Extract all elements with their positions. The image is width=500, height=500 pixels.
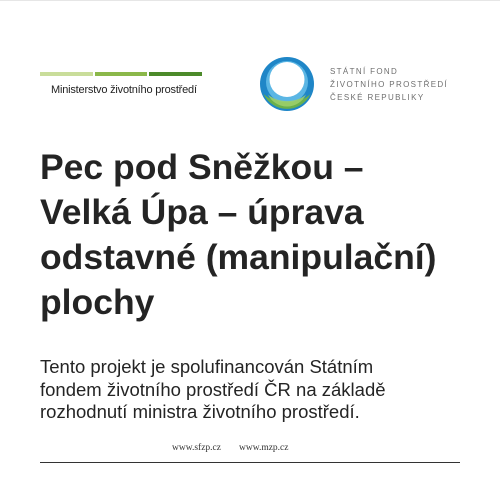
ministry-logo-bars — [40, 72, 202, 76]
ministry-logo-bar-dark — [149, 72, 202, 76]
fund-logo-icon — [259, 56, 315, 112]
project-title-line: Pec pod Sněžkou – — [40, 147, 364, 187]
ministry-logo-bar-light — [40, 72, 93, 76]
funding-statement — [40, 356, 480, 424]
funding-statement-line: Tento projekt je spolufinancován Státním — [40, 356, 374, 377]
fund-name-line: STÁTNÍ FOND — [330, 66, 399, 76]
footer-divider — [40, 462, 460, 463]
footer-links — [172, 443, 289, 453]
mzp-website-link[interactable]: www.mzp.cz — [238, 443, 289, 453]
project-title — [40, 145, 480, 325]
sfzp-website-link[interactable]: www.sfzp.cz — [172, 443, 221, 453]
ministry-name: Ministerstvo životního prostředí — [51, 84, 197, 96]
ministry-logo-bar-medium — [95, 72, 148, 76]
fund-logo — [259, 56, 448, 112]
ministry-logo — [40, 72, 202, 96]
project-title-line: plochy — [40, 282, 155, 322]
top-border — [0, 0, 500, 1]
fund-name — [330, 65, 448, 104]
fund-name-line: ŽIVOTNÍHO PROSTŘEDÍ — [330, 79, 449, 89]
project-title-line: odstavné (manipulační) — [40, 237, 437, 277]
funding-statement-line: rozhodnutí ministra životního prostředí. — [40, 401, 360, 422]
project-title-line: Velká Úpa – úprava — [40, 192, 364, 232]
fund-name-line: ČESKÉ REPUBLIKY — [330, 92, 425, 102]
funding-statement-line: fondem životního prostředí ČR na základě — [40, 378, 386, 400]
